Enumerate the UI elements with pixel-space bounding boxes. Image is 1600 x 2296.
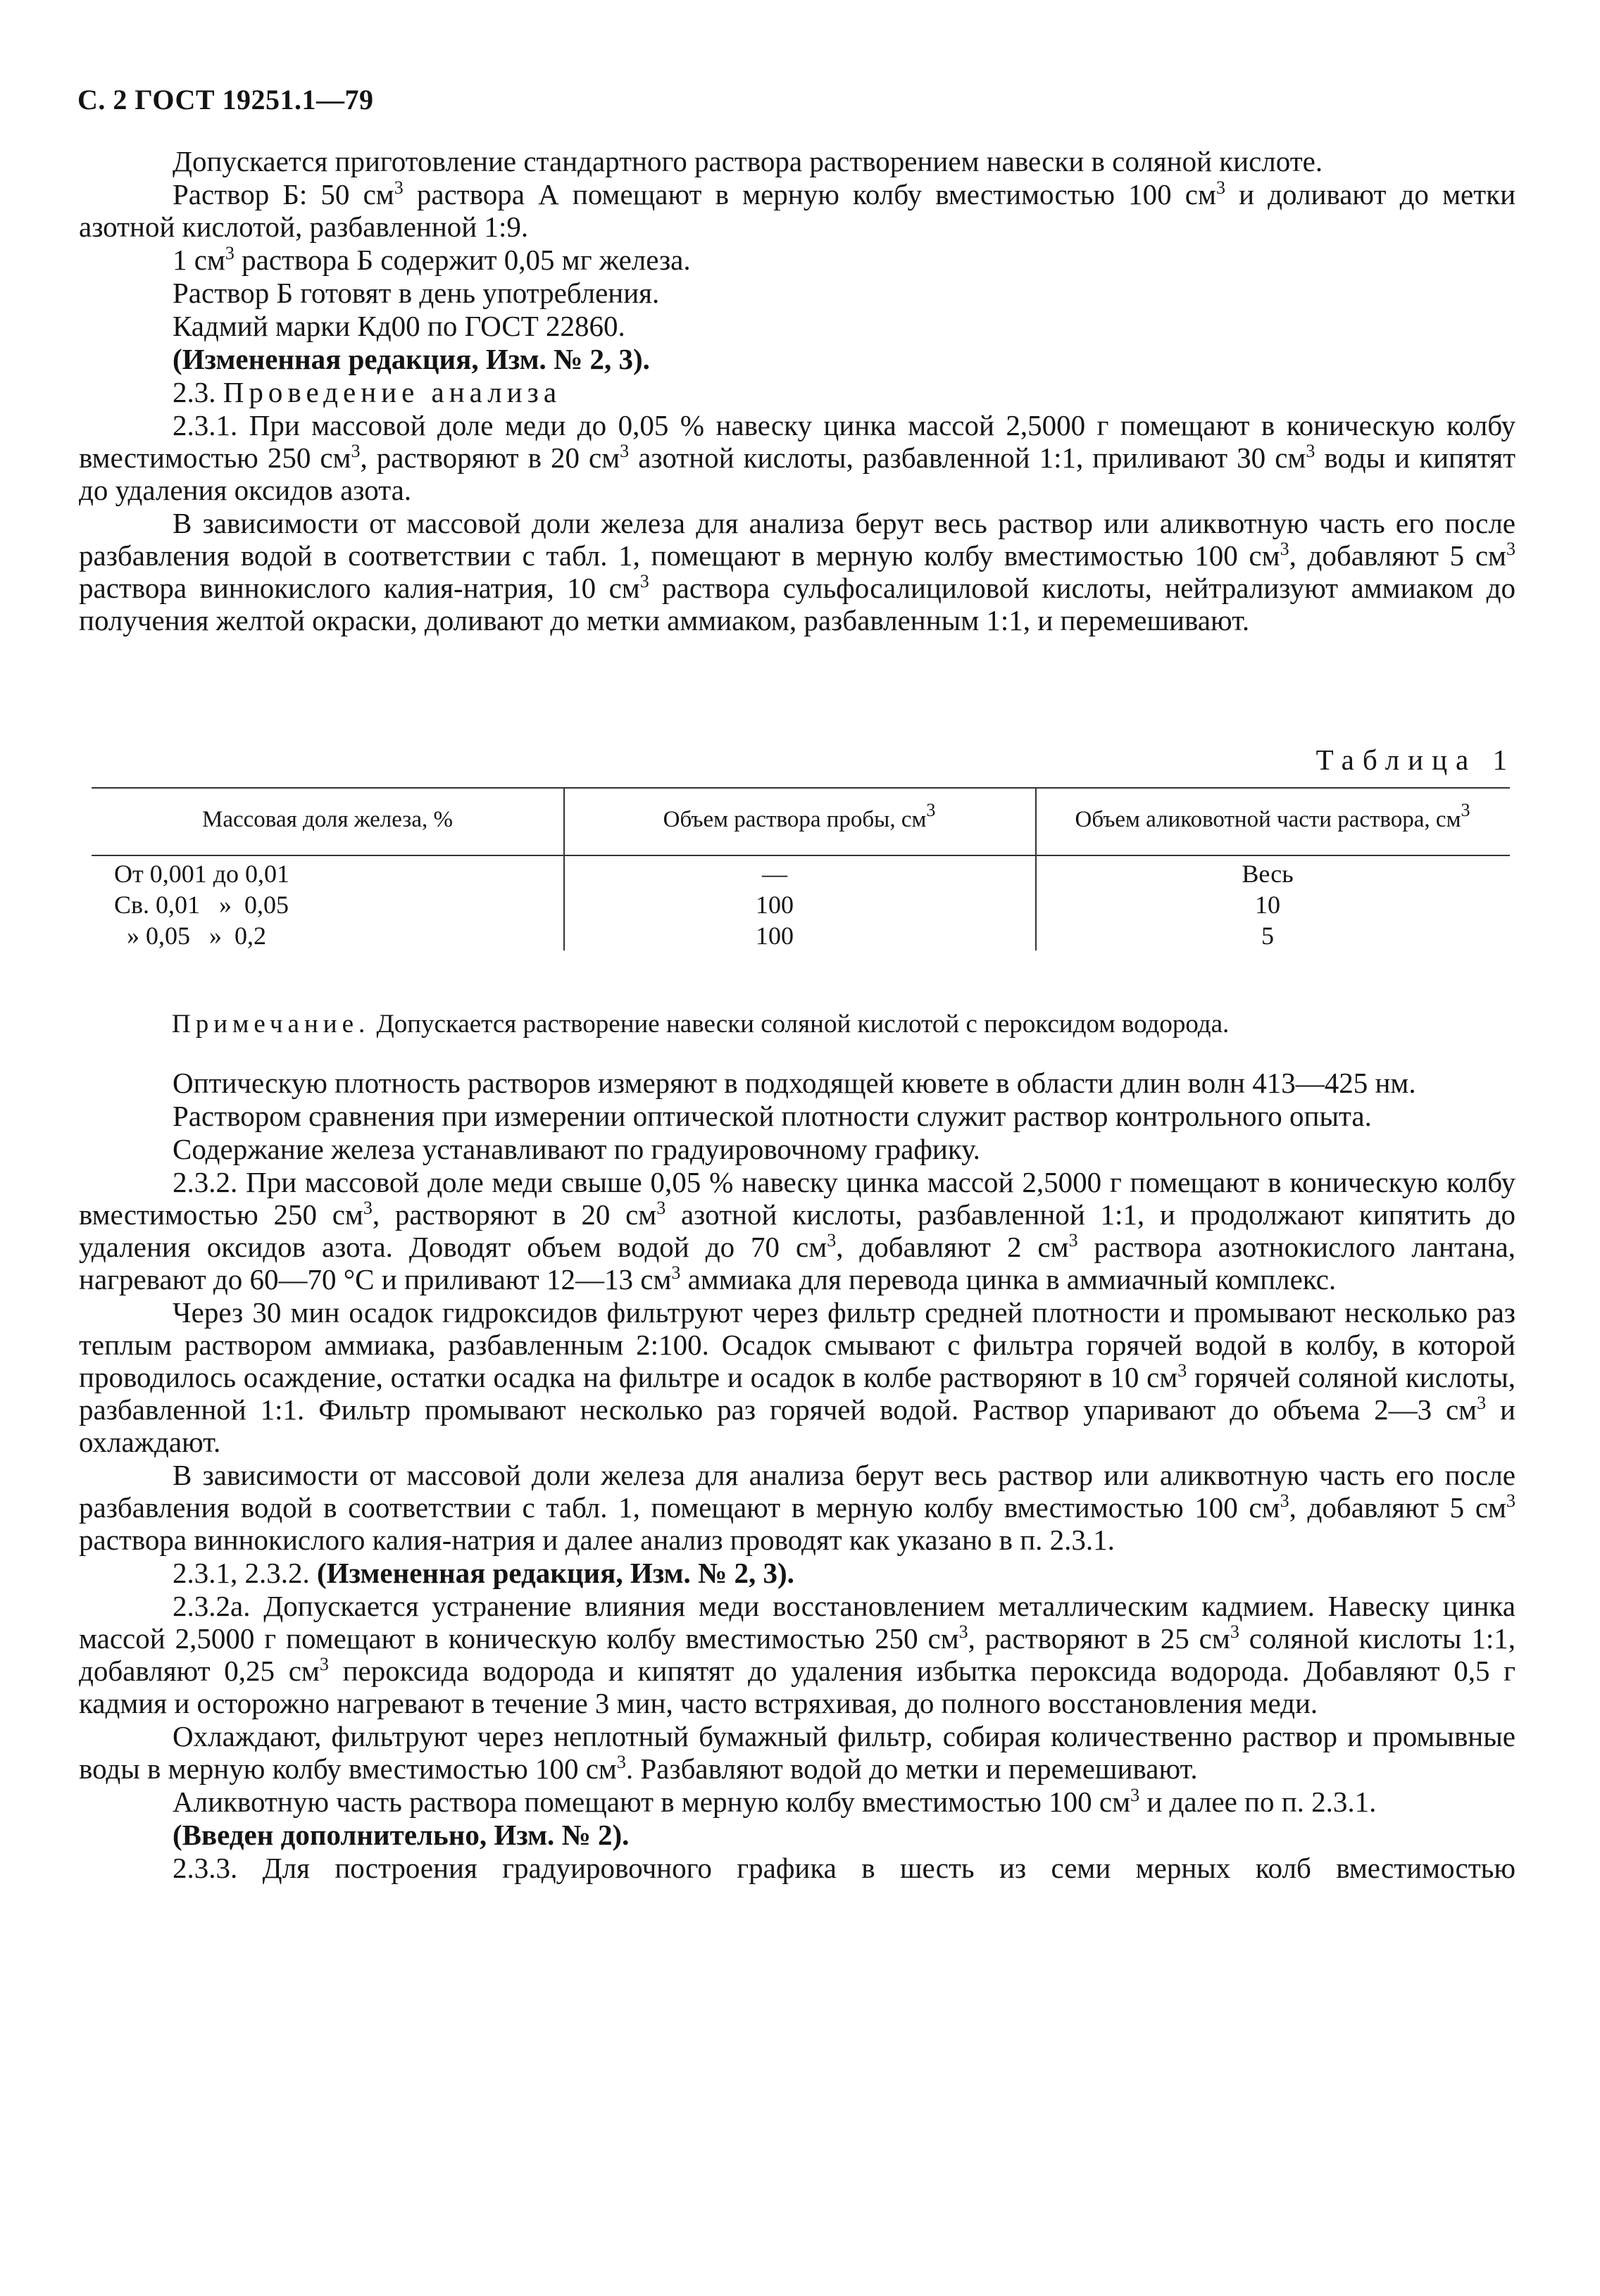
paragraph: 2.3.2. При массовой доле меди свыше 0,05 % навеску цинка массой 2,5000 г помещают в коническую колбу вместимостью 250 $см^3$, растворяют в 20 $см^3$ азотной кислоты, разбавленной 1:1, и продолжают кипятить до удаления оксидов азота. Доводят объем водой до 70 $см^3$, добавляют 2 $см^3$ раствора азотнокислого лантана, нагревают до 60—70 °С и приливают 12—13 $см^3$ аммиака для перевода цинка в аммиачный комплекс. <box>79 1166 1515 1296</box>
paragraph: Раствором сравнения при измерении оптической плотности служит раствор контрольного опыта. <box>173 1100 1372 1132</box>
table-rule-top <box>92 787 1510 789</box>
paragraph: Кадмий марки Кд00 по ГОСТ 22860. <box>173 310 625 342</box>
paragraph: Аликвотную часть раствора помещают в мерную колбу вместимостью 100 $см^3$ и далее по п. 2.3.1. <box>173 1785 1377 1818</box>
table-cell: Св. 0,01 » 0,05 <box>114 891 289 919</box>
table-cell: 100 <box>756 922 794 950</box>
paragraph: 2.3.2а. Допускается устранение влияния меди восстановлением металлическим кадмием. Навеску цинка массой 2,5000 г помещают в коническую колбу вместимостью 250 $см^3$, растворяют в 25 $см^3$ соляной кислоты 1:1, добавляют 0,25 $см^3$ пероксида водорода и кипятят до удаления избытка пероксида водорода. Добавляют 0,5 г кадмия и осторожно нагревают в течение 3 мин, часто встряхивая, до полного восстановления меди. <box>79 1590 1515 1719</box>
paragraph: Допускается приготовление стандартного раствора растворением навески в соляной кислоте. <box>173 145 1323 177</box>
section-text-top <box>79 145 1515 637</box>
table-header-cell: Объем аликовотной части раствора, $см^3$ <box>1075 800 1470 832</box>
table-cell: 10 <box>1255 891 1280 919</box>
section-heading: 2.3. Проведение анализа <box>173 376 562 408</box>
amendment-note: (Измененная редакция, Изм. № 2, 3). <box>173 343 650 375</box>
paragraph: Охлаждают, фильтруют через неплотный бумажный фильтр, собирая количественно раствор и промывные воды в мерную колбу вместимостью 100 $см^3$. Разбавляют водой до метки и перемешивают. <box>79 1720 1515 1785</box>
table-row <box>92 890 1510 921</box>
table-row <box>92 921 1510 952</box>
paragraph: Раствор Б готовят в день употребления. <box>173 277 660 309</box>
table-cell: Весь <box>1242 860 1294 888</box>
paragraph: В зависимости от массовой доли железа для анализа берут весь раствор или аликвотную часть его после разбавления водой в соответствии с табл. 1, помещают в мерную колбу вместимостью 100 $см^3$, добавляют 5 $см^3$ раствора виннокислого калия-натрия и далее анализ проводят как указано в п. 2.3.1. <box>79 1459 1515 1556</box>
table-rule-header <box>92 855 1510 856</box>
table-header-cell: Объем раствора пробы, $см^3$ <box>663 800 936 832</box>
paragraph: 2.3.1. При массовой доле меди до 0,05 % навеску цинка массой 2,5000 г помещают в коническую колбу вместимостью 250 $см^3$, растворяют в 20 $см^3$ азотной кислоты, разбавленной 1:1, приливают 30 $см^3$ воды и кипятят до удаления оксидов азота. <box>79 409 1516 506</box>
table-cell: — <box>762 860 787 888</box>
table-cell: От 0,001 до 0,01 <box>114 860 290 888</box>
paragraph: 2.3.3. Для построения градуировочного графика в шесть из семи мерных колб вместимостью <box>173 1852 1515 1884</box>
table-cell: 5 <box>1261 922 1274 950</box>
table-note: Примечание. Допускается растворение навески соляной кислотой с пероксидом водорода. <box>172 1010 1230 1039</box>
section-text-bottom <box>79 1067 1515 1885</box>
paragraph: Раствор Б: 50 $см^3$ раствора А помещают в мерную колбу вместимостью 100 $см^3$ и доливают до метки азотной кислотой, разбавленной 1:9. <box>79 177 1516 243</box>
paragraph: 1 $см^3$ раствора Б содержит 0,05 мг железа. <box>173 243 691 276</box>
paragraph: В зависимости от массовой доли железа для анализа берут весь раствор или аликвотную часть его после разбавления водой в соответствии с табл. 1, помещают в мерную колбу вместимостью 100 $см^3$, добавляют 5 $см^3$ раствора виннокислого калия-натрия, 10 $см^3$ раствора сульфосалициловой кислоты, нейтрализуют аммиаком до получения желтой окраски, доливают до метки аммиаком, разбавленным 1:1, и перемешивают. <box>79 507 1516 636</box>
table-cell: 100 <box>756 891 794 919</box>
amendment-note: 2.3.1, 2.3.2. (Измененная редакция, Изм. № 2, 3). <box>173 1557 794 1589</box>
table-header-cell: Массовая доля железа, % <box>202 807 453 832</box>
table-row <box>92 859 1510 890</box>
page-header: С. 2 ГОСТ 19251.1—79 <box>77 84 374 115</box>
paragraph: Через 30 мин осадок гидроксидов фильтруют через фильтр средней плотности и промывают несколько раз теплым раствором аммиака, разбавленным 2:100. Осадок смывают с фильтра горячей водой в колбу, в которой проводилось осаждение, остатки осадка на фильтре и осадок в колбе растворяют в 10 $см^3$ горячей соляной кислоты, разбавленной 1:1. Фильтр промывают несколько раз горячей водой. Раствор упаривают до объема 2—3 $см^3$ и охлаждают. <box>79 1296 1515 1458</box>
paragraph: Оптическую плотность растворов измеряют в подходящей кювете в области длин волн 413—425 нм. <box>173 1067 1416 1099</box>
paragraph: Содержание железа устанавливают по градуировочному графику. <box>173 1133 980 1165</box>
table-caption: Таблица 1 <box>1315 744 1515 776</box>
table-cell: » 0,05 » 0,2 <box>114 922 266 950</box>
amendment-note: (Введен дополнительно, Изм. № 2). <box>173 1819 630 1851</box>
